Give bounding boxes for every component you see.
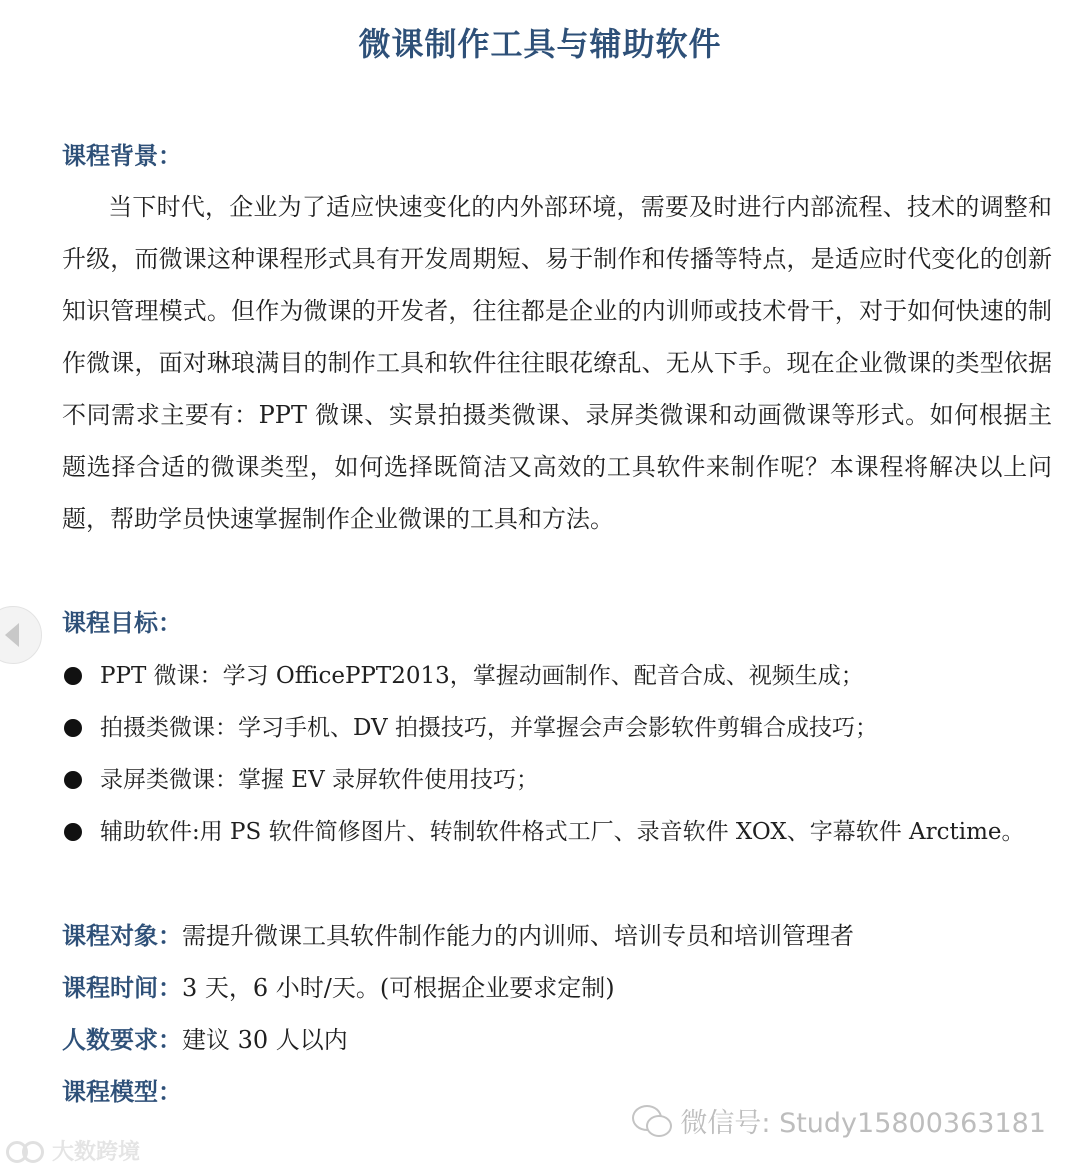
background-text: 当下时代，企业为了适应快速变化的内外部环境，需要及时进行内部流程、技术的调整和升级，而微课这种课程形式具有开发周期短、易于制作和传播等特点，是适应时代变化的创新知识管理模式。但作为微课的开发者，往往都是企业的内训师或技术骨干，对于如何快速的制作微课，面对琳琅满目的制作工具和软件往往眼花缭乱、无从下手。现在企业微课的类型依据不同需求主要有：PPT 微课、实景拍摄类微课、录屏类微课和动画微课等形式。如何根据主题选择合适的微课类型，如何选择既简洁又高效的工具软件来制作呢？本课程将解决以上问题，帮助学员快速掌握制作企业微课的工具和方法。 [62,193,1052,533]
class-size-label: 人数要求： [62,1025,182,1054]
model-label: 课程模型： [62,1077,182,1106]
audience-row [62,918,854,954]
list-item [62,650,1062,702]
duration-value: 3 天，6 小时/天。(可根据企业要求定制) [182,974,615,1002]
bullet-icon [64,771,82,789]
background-paragraph [62,181,1052,545]
wechat-id-text: 微信号: Study15800363181 [680,1107,1046,1139]
goals-list [62,650,1062,858]
audience-label: 课程对象： [62,921,182,950]
goal-text: 录屏类微课：掌握 EV 录屏软件使用技巧； [100,767,540,793]
goal-text: PPT 微课：学习 OfficePPT2013，掌握动画制作、配音合成、视频生成； [100,663,864,689]
goal-text: 拍摄类微课：学习手机、DV 拍摄技巧，并掌握会声会影软件剪辑合成技巧； [100,715,878,741]
background-heading: 课程背景： [62,141,182,170]
corner-watermark-text: 大数跨境 [52,1139,141,1165]
wechat-icon [632,1103,672,1137]
duration-row [62,970,615,1006]
goal-text: 辅助软件:用 PS 软件简修图片、转制软件格式工厂、录音软件 XOX、字幕软件 Arctime。 [100,819,1025,845]
class-size-row [62,1022,348,1058]
wechat-watermark [632,1100,1046,1140]
audience-value: 需提升微课工具软件制作能力的内训师、培训专员和培训管理者 [182,922,854,950]
bullet-icon [64,667,82,685]
arrow-left-icon [5,623,19,647]
previous-page-button[interactable] [0,606,42,664]
duration-label: 课程时间： [62,973,182,1002]
bullet-icon [64,823,82,841]
list-item [62,702,1062,754]
goals-heading: 课程目标： [62,608,182,637]
model-row [62,1074,182,1110]
list-item [62,806,1062,858]
logo-icon [6,1139,46,1161]
class-size-value: 建议 30 人以内 [182,1026,348,1054]
document-title: 微课制作工具与辅助软件 [358,25,722,63]
bullet-icon [64,719,82,737]
list-item [62,754,1062,806]
corner-watermark [6,1135,140,1165]
